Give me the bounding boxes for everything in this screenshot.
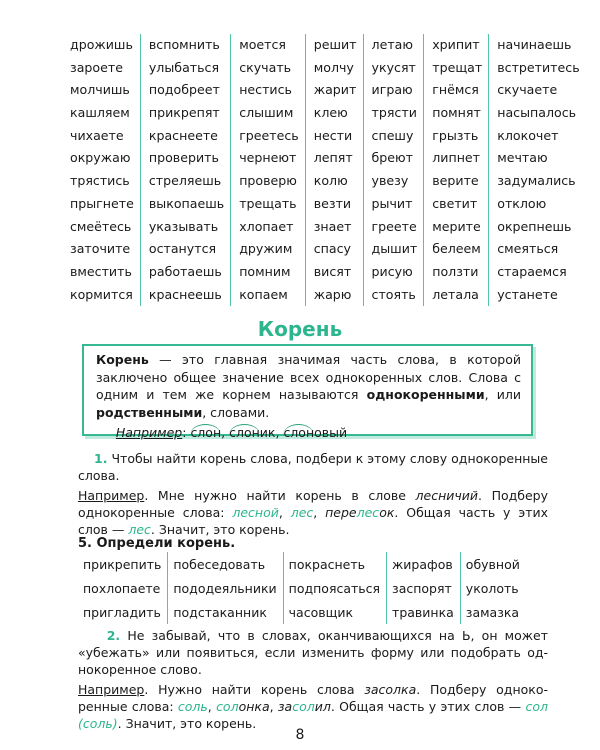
table-row bbox=[78, 600, 526, 624]
word-item: вместить bbox=[70, 263, 132, 279]
word-item: проверю bbox=[239, 173, 297, 189]
word-item: играю bbox=[371, 82, 413, 98]
word-item: жарит bbox=[313, 82, 357, 98]
word-item: грызть bbox=[432, 127, 479, 143]
word-item: вспомнить bbox=[148, 37, 220, 52]
word-item: стараемся bbox=[497, 263, 567, 279]
word-item: клею bbox=[313, 105, 348, 121]
word-item: стреляешь bbox=[148, 173, 222, 189]
word-item: летаю bbox=[371, 37, 413, 52]
word-item: устанете bbox=[497, 286, 558, 302]
exercise-word: побеседовать bbox=[168, 552, 283, 576]
word-item: кормится bbox=[70, 286, 133, 302]
word-item: рычит bbox=[371, 195, 413, 211]
exercise-word: уколоть bbox=[465, 580, 519, 596]
exercise-word: жирафов bbox=[387, 552, 461, 576]
word-item: встретитесь bbox=[497, 59, 580, 75]
word-item: помнят bbox=[432, 105, 481, 121]
word-item: отклою bbox=[497, 195, 547, 211]
word-item: знает bbox=[313, 218, 352, 234]
word-item: висят bbox=[313, 263, 352, 279]
word-item: дрожишь bbox=[70, 37, 133, 52]
page-number: 8 bbox=[295, 727, 305, 743]
tip-2: 2. Не забывай, что в словах, оканчивающихся на Ь, он может «убежать» или появиться, если изменить форму или подобрать однокоренное слово. Например. Нужно найти корень слова засолка. Подберу однокоренные слова: соль, солонка, засолил. Общая часть у этих слов — сол (соль). Значит, это корень. bbox=[78, 628, 548, 731]
word-item: скучаете bbox=[497, 82, 558, 98]
word-item: мерите bbox=[432, 218, 481, 234]
word-item: летала bbox=[432, 286, 479, 302]
word-item: помним bbox=[239, 263, 291, 279]
word-item: мечтаю bbox=[497, 150, 548, 166]
table-row bbox=[78, 576, 526, 600]
exercise-word: похлопаете bbox=[78, 576, 168, 600]
word-column bbox=[364, 34, 425, 306]
exercise-word: покраснеть bbox=[283, 552, 386, 576]
word-item: верите bbox=[432, 173, 479, 189]
word-item: укусят bbox=[371, 59, 416, 75]
exercise-title: 5. Определи корень. bbox=[78, 536, 236, 551]
word-item: хлопает bbox=[239, 218, 294, 234]
word-column bbox=[62, 34, 141, 306]
word-item: смеяться bbox=[497, 241, 559, 257]
section-title: Корень bbox=[257, 317, 343, 341]
word-column bbox=[424, 34, 489, 306]
word-item: светит bbox=[432, 195, 478, 211]
word-item: кашляем bbox=[70, 105, 130, 121]
word-item: молчу bbox=[313, 59, 354, 75]
tip-1: 1. Чтобы найти корень слова, подбери к этому слову однокоренные слова. Например. Мне нужно найти корень в слове лесничий. Подберу однокоренные слова: лесной, лес, перелесок. Общая часть у этих слов — лес. Значит, это корень. bbox=[78, 451, 548, 537]
word-item: работаешь bbox=[148, 263, 222, 279]
word-item: жарю bbox=[313, 286, 352, 302]
word-column bbox=[141, 34, 231, 306]
word-item: дружим bbox=[239, 241, 293, 257]
word-item: колю bbox=[313, 173, 348, 189]
exercise-word: пододеяльники bbox=[168, 576, 283, 600]
rule-box bbox=[82, 344, 533, 440]
exercise-word: часовщик bbox=[283, 600, 386, 624]
word-item: улыбаться bbox=[148, 59, 220, 75]
word-item: бреют bbox=[371, 150, 413, 166]
word-item: краснеешь bbox=[148, 286, 222, 302]
word-item: останутся bbox=[148, 241, 217, 257]
word-item: смеётесь bbox=[70, 218, 132, 234]
word-item: начинаешь bbox=[497, 37, 572, 52]
word-item: клокочет bbox=[497, 127, 559, 143]
word-item: подобреет bbox=[148, 82, 220, 98]
word-item: чернеют bbox=[239, 150, 297, 166]
word-item: зароете bbox=[70, 59, 123, 75]
word-item: трещат bbox=[432, 59, 483, 75]
word-item: решит bbox=[313, 37, 357, 52]
word-item: заточите bbox=[70, 241, 131, 257]
word-item: рисую bbox=[371, 263, 413, 279]
word-item: проверить bbox=[148, 150, 219, 166]
word-item: спасу bbox=[313, 241, 351, 257]
word-item: слышим bbox=[239, 105, 294, 121]
exercise-word: заспорят bbox=[387, 576, 461, 600]
word-item: окрепнешь bbox=[497, 218, 572, 234]
word-item: краснеете bbox=[148, 127, 218, 143]
word-item: нести bbox=[313, 127, 353, 143]
word-item: трястись bbox=[70, 173, 130, 189]
exercise-word: травинка bbox=[387, 600, 461, 624]
table-row bbox=[78, 552, 526, 576]
exercise-word: замазка bbox=[465, 604, 520, 620]
word-item: указывать bbox=[148, 218, 219, 234]
word-item: нестись bbox=[239, 82, 292, 98]
exercise-word: обувной bbox=[465, 556, 520, 572]
rule-text: Корень — это главная значимая часть слова, в которой заключено общее значение всех однокоренных слов. Слова с одним и тем же корнем называются однокоренными, или родственными, словами. bbox=[96, 352, 521, 420]
exercise-table bbox=[78, 552, 526, 624]
word-item: греетесь bbox=[239, 127, 299, 143]
word-item: греете bbox=[371, 218, 417, 234]
word-item: задумались bbox=[497, 173, 576, 189]
word-item: трещать bbox=[239, 195, 297, 211]
word-item: ползти bbox=[432, 263, 479, 279]
word-item: увезу bbox=[371, 173, 409, 189]
word-item: гнёмся bbox=[432, 82, 479, 98]
word-item: чихаете bbox=[70, 127, 124, 143]
exercise-word: подстаканник bbox=[168, 600, 283, 624]
word-columns bbox=[62, 34, 586, 306]
word-item: копаем bbox=[239, 286, 288, 302]
word-item: моется bbox=[239, 37, 286, 52]
word-item: стоять bbox=[371, 286, 416, 302]
word-item: трясти bbox=[371, 105, 417, 121]
exercise-word: подпоясаться bbox=[283, 576, 386, 600]
word-item: везти bbox=[313, 195, 352, 211]
exercise-word: прикрепить bbox=[78, 552, 168, 576]
exercise-word: пригладить bbox=[78, 600, 168, 624]
word-column bbox=[489, 34, 585, 306]
word-item: лепят bbox=[313, 150, 353, 166]
word-item: липнет bbox=[432, 150, 481, 166]
word-item: прикрепят bbox=[148, 105, 220, 121]
word-item: прыгнете bbox=[70, 195, 134, 211]
word-item: скучать bbox=[239, 59, 292, 75]
word-item: выкопаешь bbox=[148, 195, 225, 211]
word-item: хрипит bbox=[432, 37, 480, 52]
word-item: насыпалось bbox=[497, 105, 577, 121]
rule-example: Например: слон, слоник, слоновый bbox=[115, 425, 348, 440]
word-item: окружаю bbox=[70, 150, 131, 166]
word-item: молчишь bbox=[70, 82, 130, 98]
word-item: спешу bbox=[371, 127, 414, 143]
word-column bbox=[231, 34, 306, 306]
word-item: белеем bbox=[432, 241, 481, 257]
word-item: дышит bbox=[371, 241, 418, 257]
word-column bbox=[306, 34, 364, 306]
